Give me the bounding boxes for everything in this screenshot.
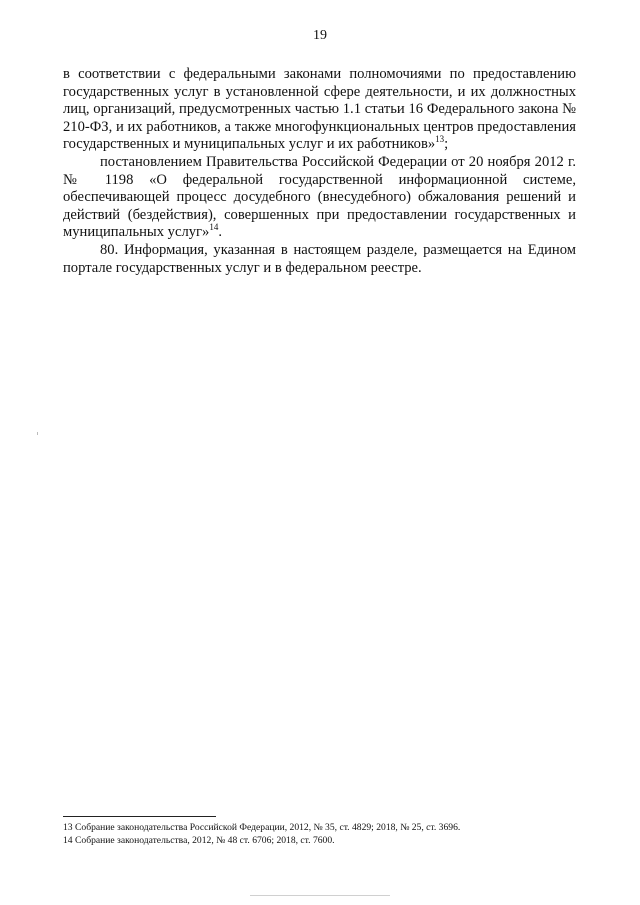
scan-speck bbox=[37, 432, 38, 435]
paragraph-text: постановлением Правительства Российской Федерации от 20 ноября 2012 г. № 1198 «О федеральной государственной информационной системе, обеспечивающей процесс досудебного (внесудебного) обжалования решений и действий (бездействия), совершенных при предоставлении государственных и муниципальных услуг» bbox=[63, 153, 576, 241]
footnote: 13 Собрание законодательства Российской Федерации, 2012, № 35, ст. 4829; 2018, № 25, ст. 3696. bbox=[63, 822, 461, 833]
page-number: 19 bbox=[313, 28, 327, 43]
paragraph-tail: ; bbox=[444, 136, 449, 153]
footnote-ref[interactable]: 14 bbox=[209, 222, 219, 233]
paragraph-text: 80. Информация, указанная в настоящем разделе, размещается на Едином портале государственных услуг и в федеральном реестре. bbox=[63, 241, 576, 276]
footnote-ref[interactable]: 13 bbox=[435, 134, 445, 145]
paragraph-tail: . bbox=[218, 224, 222, 241]
footnote-separator bbox=[63, 816, 216, 817]
footnote: 14 Собрание законодательства, 2012, № 48 ст. 6706; 2018, ст. 7600. bbox=[63, 834, 335, 846]
paragraph-text: в соответствии с федеральными законами полномочиями по предоставлению государственных услуг в установленной сфере деятельности, и их должностных лиц, организаций, предусмотренных частью 1.1 статьи 16 Федерального закона № 210-ФЗ, и их работников, а также многофункциональных центров предоставления государственных и муниципальных услуг и их работников» bbox=[63, 66, 576, 153]
body-text bbox=[63, 66, 576, 277]
paragraph bbox=[63, 242, 576, 277]
scan-edge-line bbox=[250, 895, 390, 896]
footnotes bbox=[63, 822, 576, 847]
paragraph bbox=[63, 66, 576, 154]
paragraph bbox=[63, 154, 576, 242]
